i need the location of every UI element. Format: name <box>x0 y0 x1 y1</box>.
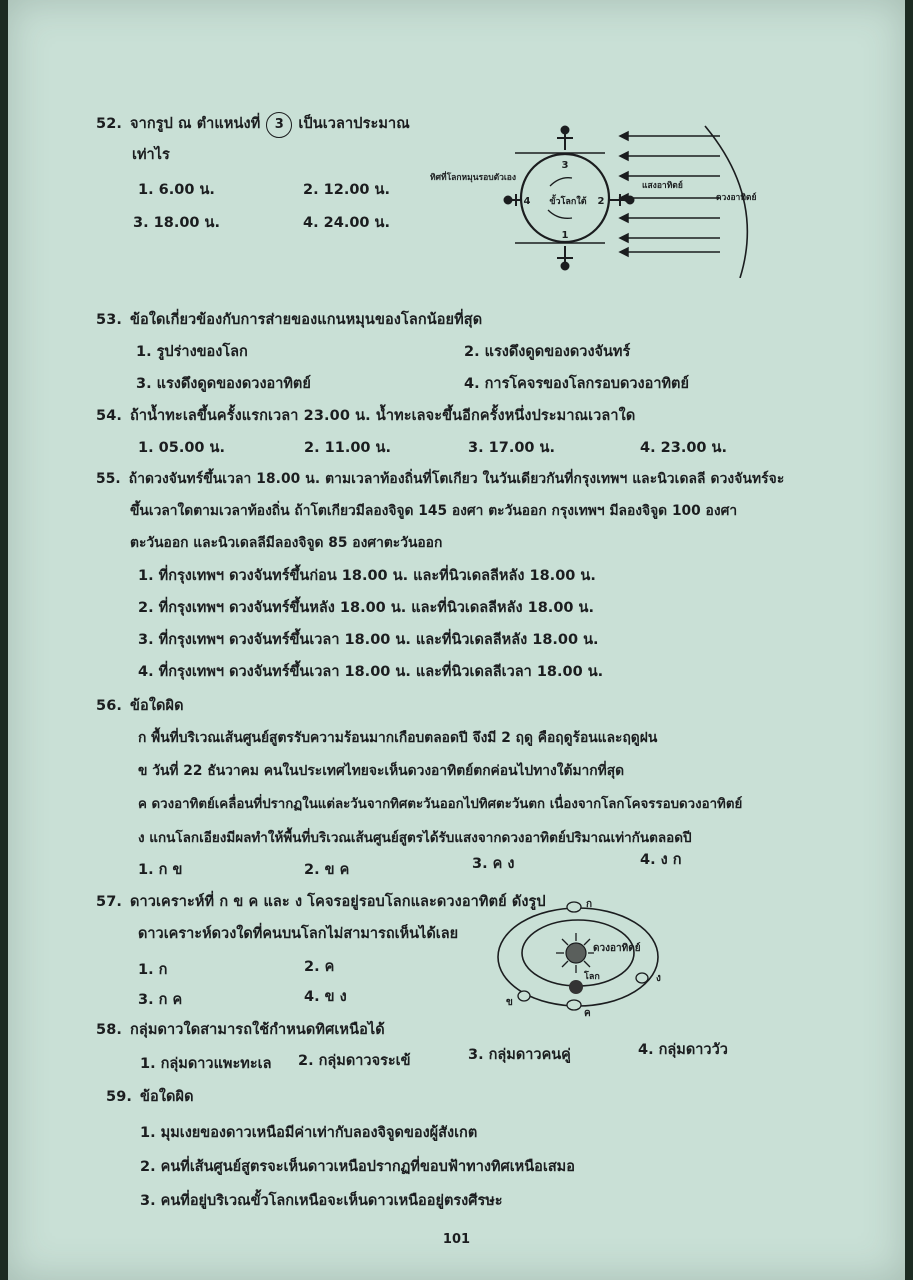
option-1: 1. กลุ่มดาวแพะทะเล <box>140 1056 272 1072</box>
question-text-line2: ขึ้นเวลาใดตามเวลาท้องถิ่น ถ้าโตเกียวมีลองจิจูด 145 องศา ตะวันออก กรุงเทพฯ มีลองจิจูด 100 องศา <box>130 503 738 519</box>
pole-label: ขั้วโลกใต้ <box>549 197 587 207</box>
sunlight-arrows <box>620 132 720 256</box>
planet-ko <box>567 902 581 912</box>
question-text: ข้อใดเกี่ยวข้องกับการส่ายของแกนหมุนของโลกน้อยที่สุด <box>130 312 483 328</box>
page-number: 101 <box>442 1232 471 1247</box>
question-text: ถ้าน้ำทะเลขึ้นครั้งแรกเวลา 23.00 น. น้ำทะเลจะขึ้นอีกครั้งหนึ่งประมาณเวลาใด <box>130 408 636 424</box>
option-4: 4. ง ก <box>640 852 682 868</box>
question-number: 59. <box>106 1089 132 1105</box>
position-4-label: 4 <box>523 196 531 207</box>
rotation-direction-label: ทิศที่โลกหมุนรอบตัวเอง <box>430 173 517 183</box>
question-number: 58. <box>96 1022 122 1038</box>
option-4: 4. ข ง <box>304 989 347 1005</box>
option-3: 3. 18.00 น. <box>133 215 220 231</box>
option-2: 2. 12.00 น. <box>303 182 390 198</box>
option-3: 3. คนที่อยู่บริเวณขั้วโลกเหนือจะเห็นดาวเหนืออยู่ตรงศีรษะ <box>140 1193 503 1209</box>
question-54 <box>96 404 635 427</box>
option-1: 1. ก ข <box>138 862 183 878</box>
statement-d: ง แกนโลกเอียงมีผลทำให้พื้นที่บริเวณเส้นศูนย์สูตรได้รับแสงจากดวงอาทิตย์ปริมาณเท่ากันตลอดปี <box>138 830 692 846</box>
earth-rotation-diagram <box>420 118 780 278</box>
statement-c: ค ดวงอาทิตย์เคลื่อนที่ปรากฏในแต่ละวันจากทิศตะวันออกไปทิศตะวันตก เนื่องจากโลกโคจรรอบดวงอาทิตย์ <box>138 797 743 812</box>
position-1-label: 1 <box>561 230 569 241</box>
option-3: 3. ที่กรุงเทพฯ ดวงจันทร์ขึ้นเวลา 18.00 น. และที่นิวเดลลีหลัง 18.00 น. <box>138 632 599 648</box>
question-text: จากรูป ณ ตำแหน่งที่ <box>130 116 261 132</box>
question-55 <box>96 468 784 490</box>
planet-kho-khwai <box>567 1000 581 1010</box>
question-57 <box>96 890 546 913</box>
question-text-line3: ตะวันออก และนิวเดลลีมีลองจิจูด 85 องศาตะวันออก <box>130 535 443 551</box>
question-text: ข้อใดผิด <box>140 1089 194 1105</box>
question-number: 54. <box>96 408 122 424</box>
option-1: 1. รูปร่างของโลก <box>136 344 248 360</box>
question-59 <box>106 1085 194 1108</box>
statement-b: ข วันที่ 22 ธันวาคม คนในประเทศไทยจะเห็นดวงอาทิตย์ตกค่อนไปทางใต้มากที่สุด <box>138 763 625 779</box>
option-4: 4. 23.00 น. <box>640 440 727 456</box>
question-number: 55. <box>96 471 121 487</box>
planet-ngo <box>636 973 648 983</box>
option-2: 2. 11.00 น. <box>304 440 391 456</box>
sun-label: ดวงอาทิตย์ <box>716 193 757 203</box>
question-text: กลุ่มดาวใดสามารถใช้กำหนดทิศเหนือได้ <box>130 1022 385 1038</box>
option-4: 4. กลุ่มดาววัว <box>638 1042 728 1058</box>
option-2: 2. กลุ่มดาวจระเข้ <box>298 1053 411 1069</box>
question-56 <box>96 694 184 717</box>
option-3: 3. ค ง <box>472 856 515 872</box>
option-2: 2. ข ค <box>304 862 350 878</box>
option-1: 1. มุมเงยของดาวเหนือมีค่าเท่ากับลองจิจูดของผู้สังเกต <box>140 1125 478 1141</box>
option-1: 1. ก <box>138 962 168 978</box>
question-text-line1: ถ้าดวงจันทร์ขึ้นเวลา 18.00 น. ตามเวลาท้องถิ่นที่โตเกียว ในวันเดียวกันที่กรุงเทพฯ และนิวเดลลี ดวงจันทร์จะ <box>128 471 785 487</box>
option-1: 1. ที่กรุงเทพฯ ดวงจันทร์ขึ้นก่อน 18.00 น. และที่นิวเดลลีหลัง 18.00 น. <box>138 568 596 584</box>
sun-icon <box>566 943 586 963</box>
question-53 <box>96 308 482 331</box>
planet-ko-label: ก <box>586 899 593 910</box>
question-number: 57. <box>96 894 122 910</box>
earth-icon <box>569 980 583 994</box>
planet-kho-khwai-label: ค <box>584 1008 591 1019</box>
option-4: 4. 24.00 น. <box>303 215 390 231</box>
option-4: 4. การโคจรของโลกรอบดวงอาทิตย์ <box>464 376 689 392</box>
planet-kho <box>518 991 530 1001</box>
option-1: 1. 05.00 น. <box>138 440 225 456</box>
exam-page <box>8 0 905 1280</box>
question-number: 53. <box>96 312 122 328</box>
option-4: 4. ที่กรุงเทพฯ ดวงจันทร์ขึ้นเวลา 18.00 น. และที่นิวเดลลีเวลา 18.00 น. <box>138 664 604 680</box>
question-text-cont: เป็นเวลาประมาณ <box>298 116 410 132</box>
planet-kho-label: ข <box>506 997 513 1008</box>
question-52 <box>96 112 410 138</box>
option-3: 3. 17.00 น. <box>468 440 555 456</box>
option-2: 2. ที่กรุงเทพฯ ดวงจันทร์ขึ้นหลัง 18.00 น. และที่นิวเดลลีหลัง 18.00 น. <box>138 600 594 616</box>
sunlight-label: แสงอาทิตย์ <box>642 181 683 191</box>
option-3: 3. ก ค <box>138 992 183 1008</box>
circled-position-number: 3 <box>266 112 292 138</box>
question-text-line2: เท่าไร <box>132 147 170 163</box>
option-1: 1. 6.00 น. <box>138 182 215 198</box>
option-2: 2. ค <box>304 959 335 975</box>
question-text: ข้อใดผิด <box>130 698 184 714</box>
question-number: 56. <box>96 698 122 714</box>
question-58 <box>96 1018 385 1041</box>
question-text-line2: ดาวเคราะห์ดวงใดที่คนบนโลกไม่สามารถเห็นได้เลย <box>138 926 459 942</box>
planet-orbit-diagram <box>494 895 674 1020</box>
question-text: ดาวเคราะห์ที่ ก ข ค และ ง โคจรอยู่รอบโลกและดวงอาทิตย์ ดังรูป <box>130 894 546 910</box>
position-2-label: 2 <box>597 196 605 207</box>
position-3-label: 3 <box>561 160 569 171</box>
planet-ngo-label: ง <box>656 973 661 984</box>
option-2: 2. คนที่เส้นศูนย์สูตรจะเห็นดาวเหนือปรากฏที่ขอบฟ้าทางทิศเหนือเสมอ <box>140 1159 575 1175</box>
option-2: 2. แรงดึงดูดของดวงจันทร์ <box>464 344 631 360</box>
option-3: 3. กลุ่มดาวคนคู่ <box>468 1047 571 1063</box>
sun-label: ดวงอาทิตย์ <box>593 943 641 954</box>
question-number: 52. <box>96 116 122 132</box>
option-3: 3. แรงดึงดูดของดวงอาทิตย์ <box>136 376 311 392</box>
earth-label: โลก <box>584 972 600 982</box>
statement-a: ก พื้นที่บริเวณเส้นศูนย์สูตรรับความร้อนมากเกือบตลอดปี จึงมี 2 ฤดู คือฤดูร้อนและฤดูฝน <box>138 730 658 746</box>
